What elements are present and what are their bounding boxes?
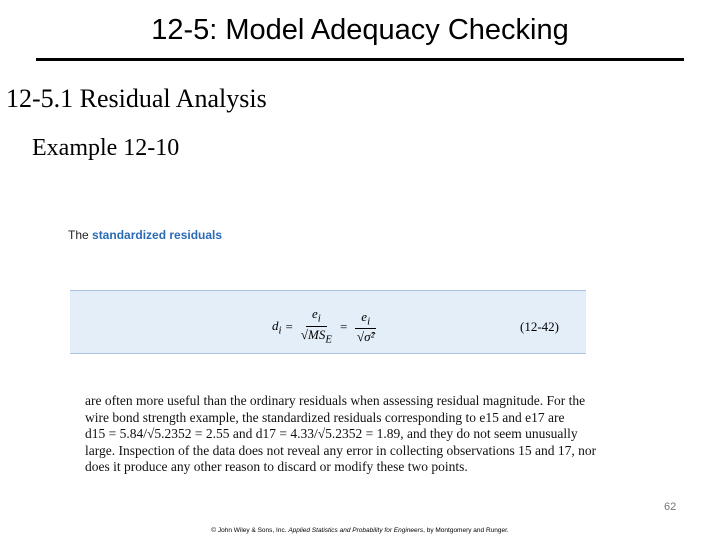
explanation-paragraph [85,393,603,476]
paragraph-line: does it produce any other reason to discard or modify these two points. [85,459,468,475]
equation-box [70,290,586,354]
eq-equals-2: = [339,319,348,335]
eq-fraction-1: $\frac{e_i}{√MS_E}$ [300,306,332,346]
eq-lhs: $d_i$ [272,317,282,337]
paragraph-line: large. Inspection of the data does not reveal any error in collecting observations 15 and 17, nor [85,442,597,458]
example-heading: Example 12-10 [32,135,180,161]
paragraph-line: are often more useful than the ordinary residuals when assessing residual magnitude. For the [85,393,586,408]
figure-intro [68,228,222,242]
page-number: 62 [664,501,677,513]
intro-prefix: The [68,228,93,242]
title-underline [36,58,684,61]
standardized-residual-equation [272,307,380,347]
copyright-footer: © John Wiley & Sons, Inc. Applied Statistics and Probability for Engineers, by Montgomery and Runger. [211,527,509,534]
equation-number: (12-42) [520,319,559,334]
paragraph-line: d15 = 5.84/√5.2352 = 2.55 and d17 = 4.33/√5.2352 = 1.89, and they do not seem unusually [85,426,578,442]
slide-title: 12-5: Model Adequacy Checking [151,14,569,46]
intro-highlight: standardized residuals [92,228,223,242]
eq-fraction-2: $\frac{e_i}{\text{√σ̂²}}$ [356,308,375,345]
eq-equals-1: = [285,319,293,335]
section-heading: 12-5.1 Residual Analysis [6,84,267,113]
paragraph-line: wire bond strength example, the standardized residuals corresponding to e15 and e17 are [85,409,565,425]
